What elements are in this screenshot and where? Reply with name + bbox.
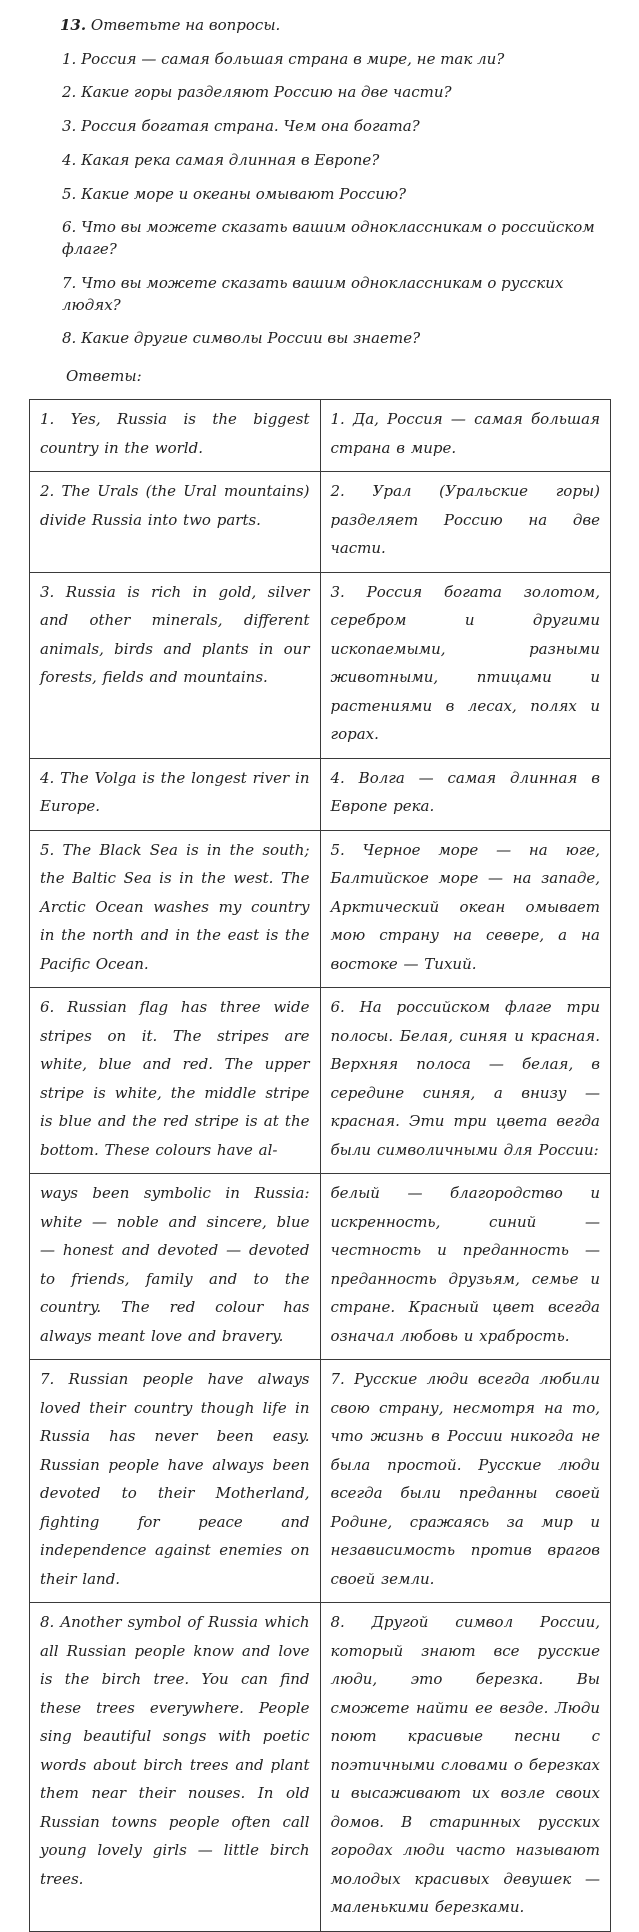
answer-ru-3: 3. Россия богата золотом, серебром и другими ископаемыми, разными животными, птицами и растениями в лесах, полях и горах. <box>320 572 611 758</box>
answer-en-3: 3. Russia is rich in gold, silver and other minerals, different animals, birds and plants in our forests, fields and mountains. <box>30 572 321 758</box>
exercise-title: Ответьте на вопросы. <box>90 16 281 34</box>
answers-table <box>29 399 611 1932</box>
answer-ru-7: 7. Русские люди всегда любили свою страну, несмотря на то, что жизнь в России никогда не была простой. Русские люди всегда были преданны своей Родине, сражаясь за мир и независимость против врагов своей земли. <box>320 1360 611 1603</box>
table-row <box>30 758 611 830</box>
table-row <box>30 1603 611 1932</box>
answer-ru-4: 4. Волга — самая длинная в Европе река. <box>320 758 611 830</box>
answer-en-6a: 6. Russian flag has three wide stripes on it. The stripes are white, blue and red. The upper stripe is white, the middle stripe is blue and the red stripe is at the bottom. These colours have al- <box>30 988 321 1174</box>
table-row <box>30 1360 611 1603</box>
answer-ru-1: 1. Да, Россия — самая большая страна в мире. <box>320 400 611 472</box>
table-row <box>30 572 611 758</box>
table-row <box>30 830 611 988</box>
exercise-number: 13. <box>60 16 87 34</box>
question-1: 1. Россия — самая большая страна в мире, не так ли? <box>62 49 505 68</box>
answer-ru-8: 8. Другой символ России, который знают все русские люди, это березка. Вы сможете найти ее везде. Люди поют красивые песни с поэтичными словами о березках и высаживают их возле своих домов. В старинных русских городах люди часто называют молодых красивых девушек — маленькими березками. <box>320 1603 611 1932</box>
answer-en-2: 2. The Urals (the Ural mountains) divide Russia into two parts. <box>30 472 321 573</box>
answer-en-8: 8. Another symbol of Russia which all Russian people know and love is the birch tree. You can find these trees everywhere. People sing beautiful songs with poetic words about birch trees and plant them near their nouses. In old Russian towns people often call young lovely girls — little birch trees. <box>30 1603 321 1932</box>
question-4: 4. Какая река самая длинная в Европе? <box>62 150 380 169</box>
question-5: 5. Какие море и океаны омывают Россию? <box>62 184 407 203</box>
table-row <box>30 400 611 472</box>
question-6: 6. Что вы можете сказать вашим одноклассникам о российском флаге? <box>62 218 595 258</box>
answer-ru-2: 2. Урал (Уральские горы) разделяет Россию на две части. <box>320 472 611 573</box>
table-row <box>30 988 611 1174</box>
table-row <box>30 1174 611 1360</box>
question-8: 8. Какие другие символы России вы знаете? <box>62 329 421 348</box>
answer-ru-6b: белый — благородство и искренность, синий — честность и преданность — преданность друзьям, семье и стране. Красный цвет всегда означал любовь и храбрость. <box>320 1174 611 1360</box>
answer-en-6b: ways been symbolic in Russia: white — noble and sincere, blue — honest and devoted — devoted to friends, family and to the country. The red colour has always meant love and bravery. <box>30 1174 321 1360</box>
questions-list <box>62 49 609 351</box>
table-row <box>30 472 611 573</box>
answer-en-7: 7. Russian people have always loved their country though life in Russia has never been easy. Russian people have always been devoted to their Motherland, fighting for peace and independence against enemies on their land. <box>30 1360 321 1603</box>
answer-en-1: 1. Yes, Russia is the biggest country in the world. <box>30 400 321 472</box>
question-7: 7. Что вы можете сказать вашим одноклассникам о русских людях? <box>62 273 564 314</box>
exercise-header <box>60 14 609 37</box>
answer-ru-6a: 6. На российском флаге три полосы. Белая, синяя и красная. Верхняя полоса — белая, в середине синяя, а внизу — красная. Эти три цвета вегда были символичными для России: <box>320 988 611 1174</box>
answer-ru-5: 5. Черное море — на юге, Балтийское море — на западе, Арктический океан омывает мою страну на севере, а на востоке — Тихий. <box>320 830 611 988</box>
question-3: 3. Россия богатая страна. Чем она богата? <box>62 117 420 135</box>
answer-en-5: 5. The Black Sea is in the south; the Baltic Sea is in the west. The Arctic Ocean washes my country in the north and in the east is the Pacific Ocean. <box>30 830 321 988</box>
question-2: 2. Какие горы разделяют Россию на две части? <box>62 83 452 102</box>
answer-en-4: 4. The Volga is the longest river in Europe. <box>30 758 321 830</box>
answers-label: Ответы: <box>66 367 142 385</box>
